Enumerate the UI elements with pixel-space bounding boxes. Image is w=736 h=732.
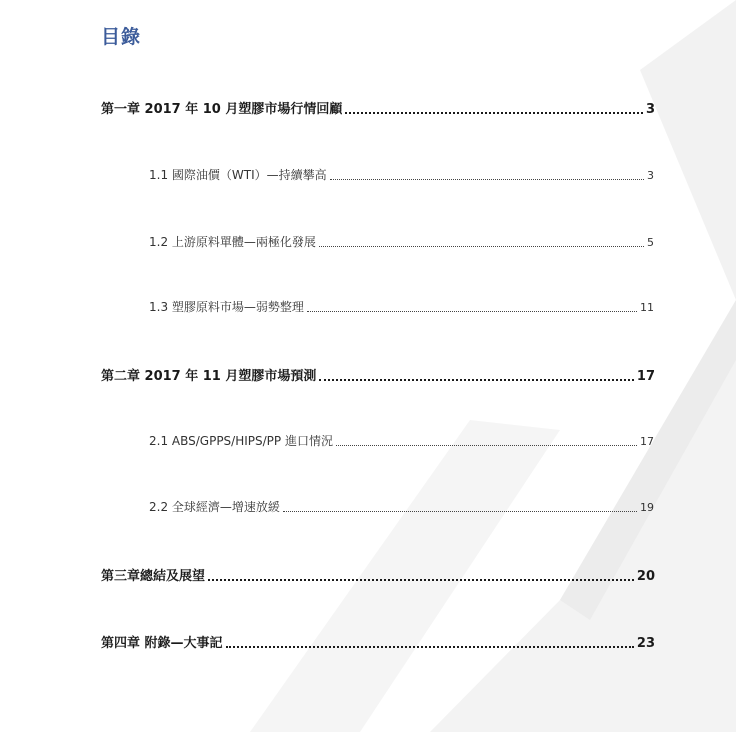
toc-entry-label: 1.2 上游原料單體—兩極化發展 — [149, 235, 316, 249]
toc-page-number: 23 — [636, 636, 655, 651]
toc-entry-section-1-1[interactable] — [149, 166, 654, 183]
toc-page-number: 3 — [645, 102, 655, 117]
toc-leader-dots — [319, 379, 634, 381]
toc-page-number: 11 — [640, 301, 654, 314]
toc-page-number: 19 — [640, 501, 654, 514]
toc-leader-dots — [345, 112, 643, 114]
toc-entry-label: 第四章 附錄—大事記 — [101, 636, 223, 651]
toc-entry-label: 1.1 國際油價（WTI）—持續攀高 — [149, 168, 327, 182]
toc-entry-label: 第二章 2017 年 11 月塑膠市場預測 — [101, 369, 317, 384]
toc-leader-dots — [283, 511, 637, 512]
toc-entry-chapter-3[interactable] — [101, 565, 655, 584]
toc-entry-chapter-4[interactable] — [101, 632, 655, 651]
toc-entry-label: 第三章總結及展望 — [101, 569, 206, 584]
toc-entry-label: 2.1 ABS/GPPS/HIPS/PP 進口情況 — [149, 434, 333, 448]
toc-page-number: 3 — [647, 169, 654, 182]
toc-title: 目錄 — [101, 26, 142, 48]
toc-page-number: 20 — [636, 569, 655, 584]
toc-leader-dots — [330, 179, 644, 180]
toc-leader-dots — [307, 311, 637, 312]
toc-entry-label: 1.3 塑膠原料市場—弱勢整理 — [149, 300, 304, 314]
toc-leader-dots — [336, 445, 637, 446]
toc-entry-chapter-2[interactable] — [101, 365, 655, 384]
toc-entry-section-2-1[interactable] — [149, 432, 654, 449]
toc-entry-label: 第一章 2017 年 10 月塑膠市場行情回顧 — [101, 102, 343, 117]
toc-page-number: 5 — [647, 236, 654, 249]
toc-leader-dots — [319, 246, 644, 247]
toc-leader-dots — [226, 646, 634, 648]
toc-entry-section-2-2[interactable] — [149, 498, 654, 515]
watermark-shape-top — [640, 0, 736, 300]
toc-entry-section-1-3[interactable] — [149, 298, 654, 315]
toc-page-number: 17 — [636, 369, 655, 384]
toc-entry-label: 2.2 全球經濟—增速放緩 — [149, 500, 280, 514]
toc-entry-chapter-1[interactable] — [101, 98, 655, 117]
toc-entry-section-1-2[interactable] — [149, 233, 654, 250]
toc-page-number: 17 — [640, 435, 654, 448]
toc-leader-dots — [208, 579, 634, 581]
